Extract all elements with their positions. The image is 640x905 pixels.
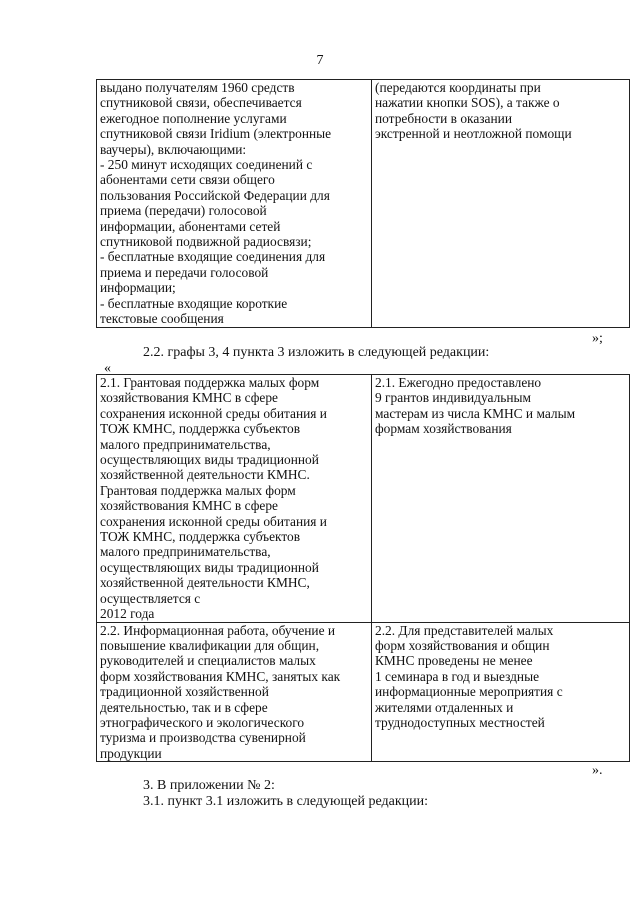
cell-line: информации; [100, 280, 176, 296]
cell-line: сохранения исконной среды обитания и [100, 513, 327, 529]
cell-line: информационные мероприятия с [375, 684, 563, 700]
cell-line: - бесплатные входящие короткие [100, 295, 288, 311]
cell-line: пользования Российской Федерации для [100, 187, 330, 203]
cell-line: приема (передачи) голосовой [100, 203, 267, 219]
cell-line: малого предпринимательства, [100, 436, 271, 452]
opening-quote: « [104, 361, 111, 376]
cell-line: 9 грантов индивидуальным [375, 390, 531, 406]
cell-line: мастерам из числа КМНС и малым [375, 405, 576, 421]
cell-line: спутниковой связи, обеспечивается [100, 95, 302, 111]
cell-line: этнографического и экологического [100, 714, 305, 730]
cell-line: традиционной хозяйственной [100, 684, 269, 700]
cell-line: (передаются координаты при [375, 80, 541, 95]
cell-line: 1 семинара в год и выездные [375, 668, 540, 684]
section-3-1: 3.1. пункт 3.1 изложить в следующей редакции: [143, 794, 428, 809]
cell-line: хозяйственной деятельности КМНС, [100, 575, 310, 591]
cell-line: труднодоступных местностей [375, 714, 545, 730]
table-cell-left [97, 375, 372, 623]
table-continuation [96, 79, 630, 328]
cell-line: нажатии кнопки SOS), а также о [375, 95, 560, 111]
cell-line: осуществляющих виды традиционной [100, 452, 319, 468]
cell-line: 2.2. Для представителей малых [375, 622, 554, 638]
cell-line: ТОЖ КМНС, поддержка субъектов [100, 421, 301, 437]
cell-line: ваучеры), включающими: [100, 141, 247, 157]
cell-line: экстренной и неотложной помощи [375, 126, 572, 142]
table-cell-right [372, 622, 630, 762]
cell-line: формам хозяйствования [375, 421, 512, 437]
cell-line: руководителей и специалистов малых [100, 653, 316, 669]
cell-line: 2.1. Грантовая поддержка малых форм [100, 375, 320, 390]
cell-line: потребности в оказании [375, 110, 512, 126]
cell-line: ежегодное пополнение услугами [100, 110, 287, 126]
section-3: 3. В приложении № 2: [143, 778, 275, 793]
cell-line: Грантовая поддержка малых форм [100, 482, 296, 498]
cell-line: хозяйствования КМНС в сфере [100, 390, 278, 406]
cell-line: хозяйственной деятельности КМНС. [100, 467, 310, 483]
cell-line: абонентами сети связи общего [100, 172, 275, 188]
cell-line: выдано получателям 1960 средств [100, 80, 295, 95]
table-cell-right [372, 80, 630, 328]
table-cell-right [372, 375, 630, 623]
cell-line: хозяйствования КМНС в сфере [100, 498, 278, 514]
cell-line: жителями отдаленных и [375, 699, 514, 715]
cell-line: текстовые сообщения [100, 311, 224, 327]
cell-line: форм хозяйствования КМНС, занятых как [100, 668, 341, 684]
paragraph-2-2: 2.2. графы 3, 4 пункта 3 изложить в следующей редакции: [143, 345, 490, 360]
cell-line: КМНС проведены не менее [375, 653, 533, 669]
cell-line: информации, абонентами сетей [100, 218, 281, 234]
table-row [97, 375, 630, 623]
cell-line: - бесплатные входящие соединения для [100, 249, 326, 265]
cell-line: приема и передачи голосовой [100, 264, 269, 280]
cell-line: 2.1. Ежегодно предоставлено [375, 375, 542, 390]
cell-line: сохранения исконной среды обитания и [100, 405, 327, 421]
cell-line: форм хозяйствования и общин [375, 637, 550, 653]
cell-line: осуществляющих виды традиционной [100, 559, 319, 575]
cell-line: туризма и производства сувенирной [100, 730, 306, 746]
table-row [97, 80, 630, 328]
table-grafy [96, 374, 630, 762]
page-number: 7 [316, 53, 324, 68]
closing-quote: »; [592, 331, 603, 346]
cell-line: спутниковой связи Iridium (электронные [100, 126, 332, 142]
cell-line: спутниковой подвижной радиосвязи; [100, 234, 312, 250]
cell-line: - 250 минут исходящих соединений с [100, 157, 313, 173]
cell-line: повышение квалификации для общин, [100, 637, 320, 653]
table-row [97, 622, 630, 762]
cell-line: 2.2. Информационная работа, обучение и [100, 622, 336, 638]
cell-line: осуществляется с [100, 590, 201, 606]
cell-line: малого предпринимательства, [100, 544, 271, 560]
cell-line: 2012 года [100, 606, 155, 622]
table-cell-left [97, 622, 372, 762]
cell-line: продукции [100, 745, 162, 761]
cell-line: деятельностью, так и в сфере [100, 699, 268, 715]
cell-line: ТОЖ КМНС, поддержка субъектов [100, 529, 301, 545]
closing-quote: ». [592, 763, 603, 778]
table-cell-left [97, 80, 372, 328]
